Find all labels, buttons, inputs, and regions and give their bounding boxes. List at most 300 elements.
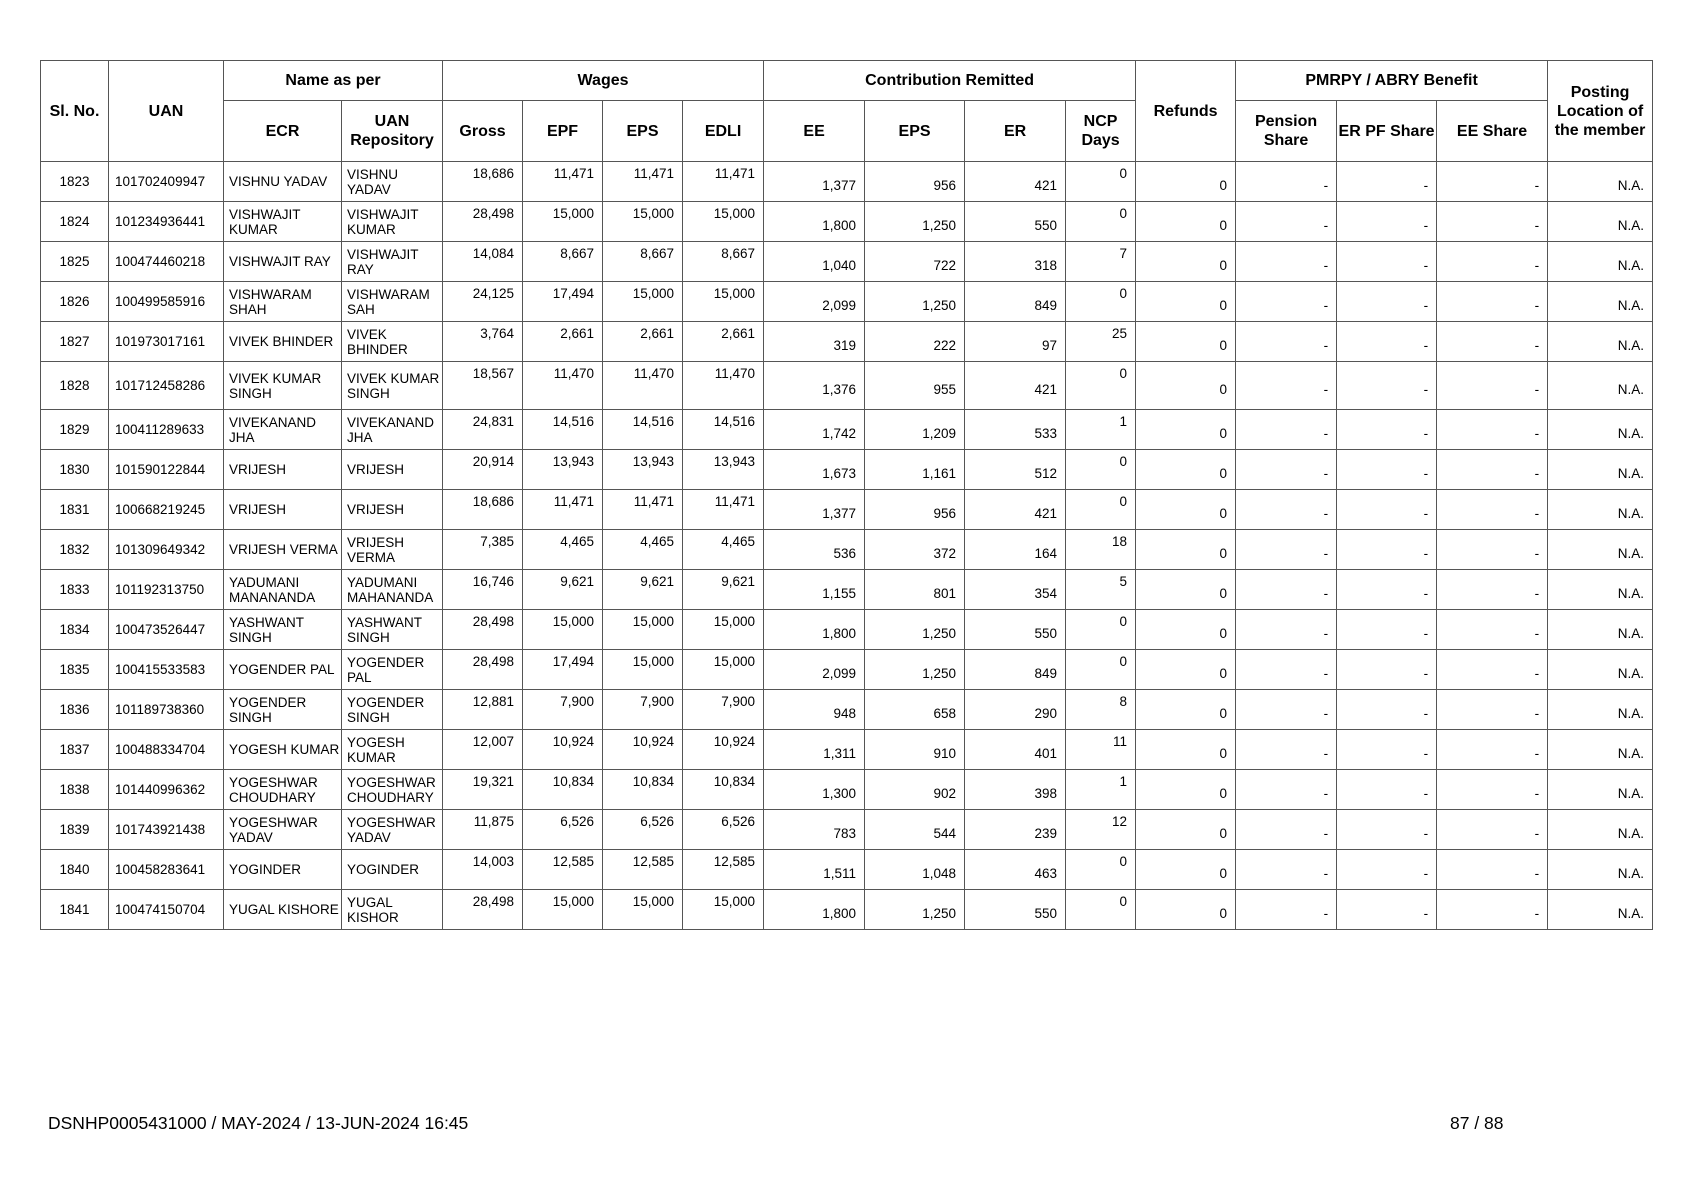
header-pension-share: Pension Share [1236,101,1337,162]
cell-eps-contribution: 722 [865,242,965,282]
cell-ecr-name: VISHWARAM SHAH [224,282,342,322]
cell-er: 550 [965,610,1066,650]
cell-sl-no: 1831 [41,490,109,530]
header-eps: EPS [603,101,683,162]
table-row [41,322,1653,362]
cell-pension-share: - [1236,282,1337,322]
cell-epf: 7,900 [523,690,603,730]
cell-eps-contribution: 658 [865,690,965,730]
cell-ecr-name: VRIJESH VERMA [224,530,342,570]
cell-er-pf-share: - [1337,490,1437,530]
cell-er-pf-share: - [1337,890,1437,930]
cell-gross: 3,764 [443,322,523,362]
cell-ncp-days: 1 [1066,410,1136,450]
cell-uan: 100473526447 [109,610,224,650]
table-row [41,610,1653,650]
cell-eps: 10,834 [603,770,683,810]
cell-gross: 16,746 [443,570,523,610]
cell-posting-location: N.A. [1548,810,1653,850]
header-ee: EE [764,101,865,162]
cell-repository-name: YADUMANI MAHANANDA [342,570,443,610]
cell-ncp-days: 1 [1066,770,1136,810]
cell-eps: 10,924 [603,730,683,770]
cell-ncp-days: 0 [1066,890,1136,930]
cell-edli: 11,471 [683,490,764,530]
cell-uan: 101440996362 [109,770,224,810]
cell-ee: 1,376 [764,362,865,410]
cell-ee: 1,377 [764,490,865,530]
cell-refunds: 0 [1136,690,1236,730]
cell-eps-contribution: 902 [865,770,965,810]
cell-ecr-name: VIVEKANAND JHA [224,410,342,450]
cell-epf: 10,834 [523,770,603,810]
cell-refunds: 0 [1136,730,1236,770]
cell-ee-share: - [1437,410,1548,450]
cell-er-pf-share: - [1337,450,1437,490]
table-row [41,242,1653,282]
cell-gross: 7,385 [443,530,523,570]
cell-eps-contribution: 956 [865,490,965,530]
cell-eps: 15,000 [603,282,683,322]
cell-eps: 15,000 [603,610,683,650]
cell-epf: 15,000 [523,610,603,650]
cell-eps: 15,000 [603,202,683,242]
cell-er-pf-share: - [1337,410,1437,450]
cell-pension-share: - [1236,730,1337,770]
cell-gross: 28,498 [443,202,523,242]
cell-uan: 100411289633 [109,410,224,450]
cell-gross: 20,914 [443,450,523,490]
table-row [41,850,1653,890]
cell-ee: 1,311 [764,730,865,770]
cell-sl-no: 1825 [41,242,109,282]
header-er: ER [965,101,1066,162]
cell-refunds: 0 [1136,282,1236,322]
ecr-contribution-table [40,60,1653,930]
cell-eps: 8,667 [603,242,683,282]
cell-posting-location: N.A. [1548,730,1653,770]
cell-refunds: 0 [1136,490,1236,530]
cell-gross: 28,498 [443,890,523,930]
cell-ee: 1,742 [764,410,865,450]
cell-repository-name: YASHWANT SINGH [342,610,443,650]
cell-sl-no: 1823 [41,162,109,202]
cell-ncp-days: 0 [1066,490,1136,530]
cell-er: 421 [965,162,1066,202]
cell-sl-no: 1833 [41,570,109,610]
cell-ee: 319 [764,322,865,362]
cell-er-pf-share: - [1337,242,1437,282]
cell-repository-name: YOGINDER [342,850,443,890]
cell-er: 463 [965,850,1066,890]
cell-ee: 1,511 [764,850,865,890]
cell-repository-name: YOGENDER PAL [342,650,443,690]
cell-ecr-name: YADUMANI MANANANDA [224,570,342,610]
cell-er-pf-share: - [1337,650,1437,690]
cell-pension-share: - [1236,202,1337,242]
cell-uan: 100415533583 [109,650,224,690]
header-gross: Gross [443,101,523,162]
cell-edli: 15,000 [683,610,764,650]
cell-edli: 9,621 [683,570,764,610]
table-row [41,890,1653,930]
cell-posting-location: N.A. [1548,610,1653,650]
cell-ee-share: - [1437,890,1548,930]
cell-er-pf-share: - [1337,770,1437,810]
cell-epf: 4,465 [523,530,603,570]
cell-refunds: 0 [1136,410,1236,450]
cell-refunds: 0 [1136,890,1236,930]
cell-uan: 101712458286 [109,362,224,410]
cell-pension-share: - [1236,362,1337,410]
cell-ee-share: - [1437,610,1548,650]
cell-sl-no: 1839 [41,810,109,850]
cell-er: 533 [965,410,1066,450]
table-body [41,162,1653,930]
cell-eps-contribution: 955 [865,362,965,410]
cell-gross: 12,881 [443,690,523,730]
cell-uan: 101743921438 [109,810,224,850]
cell-pension-share: - [1236,322,1337,362]
cell-er: 354 [965,570,1066,610]
cell-sl-no: 1829 [41,410,109,450]
header-epf: EPF [523,101,603,162]
cell-refunds: 0 [1136,162,1236,202]
cell-eps-contribution: 222 [865,322,965,362]
cell-pension-share: - [1236,850,1337,890]
cell-pension-share: - [1236,570,1337,610]
cell-uan: 101234936441 [109,202,224,242]
cell-gross: 18,686 [443,162,523,202]
cell-eps-contribution: 1,048 [865,850,965,890]
cell-ee-share: - [1437,282,1548,322]
cell-er-pf-share: - [1337,202,1437,242]
cell-edli: 8,667 [683,242,764,282]
cell-eps: 11,471 [603,162,683,202]
cell-epf: 10,924 [523,730,603,770]
cell-uan: 101192313750 [109,570,224,610]
cell-edli: 14,516 [683,410,764,450]
cell-uan: 100474150704 [109,890,224,930]
table-row [41,282,1653,322]
cell-ncp-days: 18 [1066,530,1136,570]
cell-ncp-days: 8 [1066,690,1136,730]
cell-eps: 4,465 [603,530,683,570]
cell-ncp-days: 0 [1066,450,1136,490]
cell-ee-share: - [1437,202,1548,242]
cell-posting-location: N.A. [1548,890,1653,930]
cell-eps: 11,470 [603,362,683,410]
cell-posting-location: N.A. [1548,490,1653,530]
cell-er: 421 [965,362,1066,410]
cell-ecr-name: YOGESHWAR YADAV [224,810,342,850]
table-row [41,490,1653,530]
cell-ecr-name: YOGESHWAR CHOUDHARY [224,770,342,810]
cell-eps: 12,585 [603,850,683,890]
cell-er-pf-share: - [1337,162,1437,202]
cell-er: 239 [965,810,1066,850]
cell-posting-location: N.A. [1548,530,1653,570]
cell-posting-location: N.A. [1548,770,1653,810]
cell-epf: 9,621 [523,570,603,610]
cell-edli: 10,924 [683,730,764,770]
header-sl-no: Sl. No. [41,61,109,162]
cell-ecr-name: VISHWAJIT KUMAR [224,202,342,242]
cell-pension-share: - [1236,242,1337,282]
cell-eps-contribution: 544 [865,810,965,850]
cell-ee-share: - [1437,242,1548,282]
header-edli: EDLI [683,101,764,162]
cell-ecr-name: VRIJESH [224,490,342,530]
cell-ee-share: - [1437,322,1548,362]
cell-eps-contribution: 801 [865,570,965,610]
cell-ee: 1,673 [764,450,865,490]
cell-sl-no: 1832 [41,530,109,570]
cell-epf: 15,000 [523,202,603,242]
cell-repository-name: VIVEK BHINDER [342,322,443,362]
cell-uan: 100499585916 [109,282,224,322]
cell-repository-name: VIVEKANAND JHA [342,410,443,450]
cell-ecr-name: YOGENDER PAL [224,650,342,690]
cell-eps-contribution: 1,250 [865,202,965,242]
cell-ee-share: - [1437,650,1548,690]
cell-eps: 15,000 [603,650,683,690]
cell-uan: 101973017161 [109,322,224,362]
cell-epf: 11,471 [523,162,603,202]
cell-pension-share: - [1236,162,1337,202]
cell-posting-location: N.A. [1548,690,1653,730]
cell-posting-location: N.A. [1548,362,1653,410]
cell-epf: 11,471 [523,490,603,530]
cell-posting-location: N.A. [1548,450,1653,490]
table-header [41,61,1653,162]
cell-pension-share: - [1236,690,1337,730]
cell-ecr-name: VISHNU YADAV [224,162,342,202]
cell-repository-name: VISHWARAM SAH [342,282,443,322]
cell-ee: 1,155 [764,570,865,610]
footer-document-reference: DSNHP0005431000 / MAY-2024 / 13-JUN-2024 16:45 [48,1113,469,1133]
cell-eps: 11,471 [603,490,683,530]
cell-eps: 7,900 [603,690,683,730]
cell-gross: 28,498 [443,610,523,650]
header-ncp-days: NCP Days [1066,101,1136,162]
cell-gross: 18,686 [443,490,523,530]
cell-uan: 100458283641 [109,850,224,890]
cell-ncp-days: 0 [1066,162,1136,202]
cell-ncp-days: 5 [1066,570,1136,610]
cell-repository-name: YOGESHWAR YADAV [342,810,443,850]
cell-eps-contribution: 1,250 [865,890,965,930]
cell-ee: 1,300 [764,770,865,810]
cell-er-pf-share: - [1337,282,1437,322]
cell-er-pf-share: - [1337,810,1437,850]
cell-uan: 101590122844 [109,450,224,490]
cell-uan: 100488334704 [109,730,224,770]
cell-repository-name: VRIJESH [342,450,443,490]
cell-er: 318 [965,242,1066,282]
cell-pension-share: - [1236,810,1337,850]
cell-posting-location: N.A. [1548,850,1653,890]
cell-pension-share: - [1236,650,1337,690]
cell-epf: 17,494 [523,650,603,690]
header-er-pf-share: ER PF Share [1337,101,1437,162]
cell-sl-no: 1841 [41,890,109,930]
cell-repository-name: VIVEK KUMAR SINGH [342,362,443,410]
table-row [41,410,1653,450]
cell-ncp-days: 0 [1066,202,1136,242]
cell-er: 550 [965,202,1066,242]
cell-posting-location: N.A. [1548,162,1653,202]
cell-gross: 11,875 [443,810,523,850]
cell-epf: 11,470 [523,362,603,410]
table-row [41,770,1653,810]
cell-refunds: 0 [1136,362,1236,410]
cell-ee-share: - [1437,690,1548,730]
cell-posting-location: N.A. [1548,650,1653,690]
cell-er: 550 [965,890,1066,930]
cell-epf: 17,494 [523,282,603,322]
cell-repository-name: YOGESHWAR CHOUDHARY [342,770,443,810]
cell-gross: 28,498 [443,650,523,690]
cell-pension-share: - [1236,530,1337,570]
cell-ee: 948 [764,690,865,730]
cell-refunds: 0 [1136,650,1236,690]
cell-ee: 1,800 [764,610,865,650]
cell-er: 290 [965,690,1066,730]
cell-repository-name: VRIJESH VERMA [342,530,443,570]
cell-uan: 101702409947 [109,162,224,202]
cell-edli: 10,834 [683,770,764,810]
cell-epf: 15,000 [523,890,603,930]
cell-ee: 1,800 [764,890,865,930]
cell-gross: 19,321 [443,770,523,810]
cell-ee-share: - [1437,362,1548,410]
cell-er-pf-share: - [1337,570,1437,610]
cell-sl-no: 1840 [41,850,109,890]
cell-repository-name: VISHNU YADAV [342,162,443,202]
table-row [41,450,1653,490]
table-row [41,202,1653,242]
cell-edli: 15,000 [683,282,764,322]
cell-ee-share: - [1437,810,1548,850]
cell-er-pf-share: - [1337,690,1437,730]
cell-refunds: 0 [1136,570,1236,610]
cell-edli: 4,465 [683,530,764,570]
cell-refunds: 0 [1136,770,1236,810]
cell-ee-share: - [1437,570,1548,610]
cell-ee-share: - [1437,850,1548,890]
cell-uan: 100668219245 [109,490,224,530]
cell-repository-name: VRIJESH [342,490,443,530]
cell-sl-no: 1826 [41,282,109,322]
cell-refunds: 0 [1136,202,1236,242]
header-posting-location: Posting Location of the member [1548,61,1653,162]
cell-ecr-name: VRIJESH [224,450,342,490]
cell-uan: 100474460218 [109,242,224,282]
cell-posting-location: N.A. [1548,242,1653,282]
cell-ee: 2,099 [764,282,865,322]
cell-pension-share: - [1236,770,1337,810]
cell-uan: 101309649342 [109,530,224,570]
table-row [41,650,1653,690]
cell-ecr-name: YOGESH KUMAR [224,730,342,770]
cell-eps-contribution: 1,161 [865,450,965,490]
cell-er: 421 [965,490,1066,530]
cell-gross: 12,007 [443,730,523,770]
cell-ee: 1,800 [764,202,865,242]
cell-refunds: 0 [1136,530,1236,570]
cell-repository-name: YUGAL KISHOR [342,890,443,930]
cell-ncp-days: 11 [1066,730,1136,770]
header-wages: Wages [443,61,764,101]
header-eps-contribution: EPS [865,101,965,162]
cell-edli: 11,470 [683,362,764,410]
cell-edli: 6,526 [683,810,764,850]
cell-pension-share: - [1236,490,1337,530]
cell-posting-location: N.A. [1548,282,1653,322]
cell-er: 398 [965,770,1066,810]
cell-ee: 2,099 [764,650,865,690]
cell-pension-share: - [1236,610,1337,650]
cell-ncp-days: 0 [1066,850,1136,890]
cell-ee: 783 [764,810,865,850]
cell-er: 849 [965,650,1066,690]
cell-edli: 15,000 [683,890,764,930]
cell-edli: 12,585 [683,850,764,890]
cell-refunds: 0 [1136,610,1236,650]
header-name-as-per: Name as per [224,61,443,101]
cell-ncp-days: 0 [1066,282,1136,322]
table-row [41,730,1653,770]
cell-gross: 14,003 [443,850,523,890]
cell-eps: 9,621 [603,570,683,610]
table-row [41,810,1653,850]
cell-ecr-name: YOGENDER SINGH [224,690,342,730]
cell-uan: 101189738360 [109,690,224,730]
cell-eps-contribution: 1,250 [865,650,965,690]
cell-sl-no: 1836 [41,690,109,730]
cell-eps-contribution: 1,250 [865,610,965,650]
cell-ee-share: - [1437,490,1548,530]
header-ecr: ECR [224,101,342,162]
cell-ee-share: - [1437,162,1548,202]
table-row [41,570,1653,610]
cell-posting-location: N.A. [1548,410,1653,450]
cell-ee: 1,040 [764,242,865,282]
cell-er-pf-share: - [1337,362,1437,410]
header-contribution-remitted: Contribution Remitted [764,61,1136,101]
cell-ecr-name: YOGINDER [224,850,342,890]
header-pmrpy: PMRPY / ABRY Benefit [1236,61,1548,101]
cell-edli: 15,000 [683,650,764,690]
cell-ecr-name: VISHWAJIT RAY [224,242,342,282]
cell-epf: 12,585 [523,850,603,890]
cell-epf: 8,667 [523,242,603,282]
cell-eps: 15,000 [603,890,683,930]
cell-refunds: 0 [1136,322,1236,362]
cell-gross: 24,831 [443,410,523,450]
cell-er: 512 [965,450,1066,490]
cell-refunds: 0 [1136,242,1236,282]
cell-sl-no: 1824 [41,202,109,242]
cell-pension-share: - [1236,410,1337,450]
cell-repository-name: YOGESH KUMAR [342,730,443,770]
cell-eps-contribution: 372 [865,530,965,570]
cell-gross: 14,084 [443,242,523,282]
cell-sl-no: 1837 [41,730,109,770]
cell-ncp-days: 12 [1066,810,1136,850]
cell-repository-name: YOGENDER SINGH [342,690,443,730]
